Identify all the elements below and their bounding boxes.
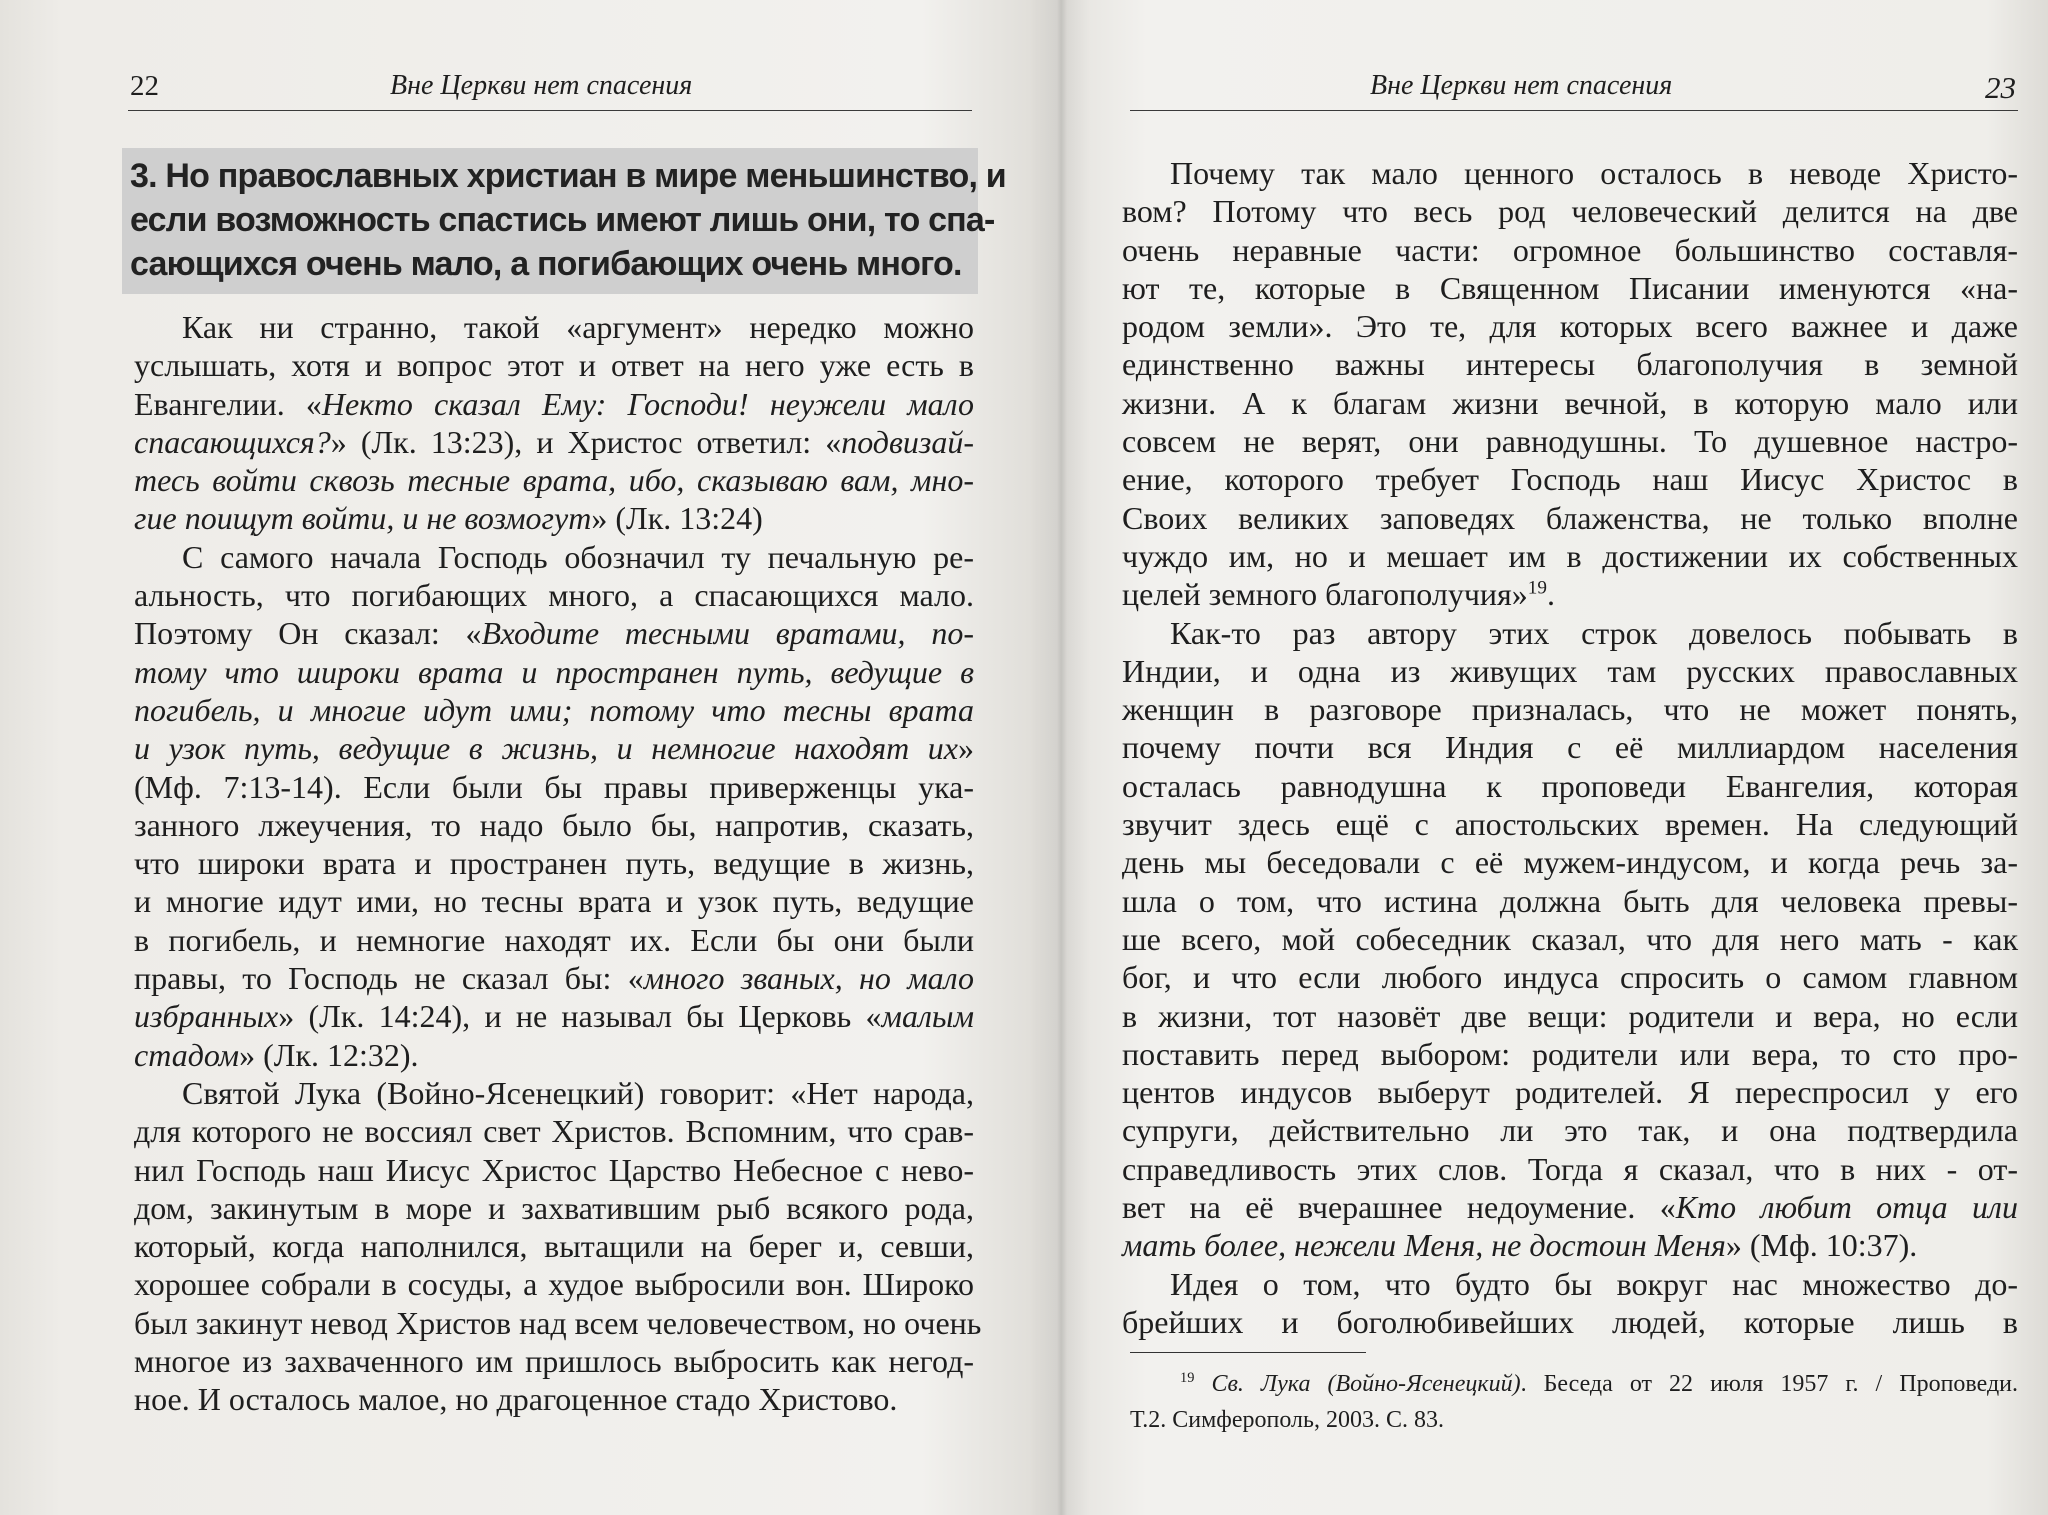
text-line: многое из захваченного им пришлось выбросить как негод- xyxy=(134,1343,974,1380)
text-line: супруги, действительно ли это так, и она подтвердила xyxy=(1122,1112,2018,1149)
footnote-number: 19 xyxy=(1180,1370,1195,1386)
text-line: родом земли». Это те, для которых всего важнее и даже xyxy=(1122,308,2018,345)
left-running-title: Вне Церкви нет спасения xyxy=(390,70,693,101)
text-line: спасающихся?» (Лк. 13:23), и Христос ответил: «подвизай- xyxy=(134,423,974,460)
text-line: брейших и боголюбивейших людей, которые лишь в xyxy=(1122,1303,2018,1340)
text-line: центов индусов выберут родителей. Я переспросил у его xyxy=(1122,1074,2018,1111)
text-line: Идея о том, что будто бы вокруг нас множество до- xyxy=(1170,1265,2018,1302)
text-line: Индии, и одна из живущих там русских православных xyxy=(1122,652,2018,689)
text-line: Евангелии. «Некто сказал Ему: Господи! неужели мало xyxy=(134,385,975,422)
heading-line: 3. Но православных христиан в мире меньшинство, и xyxy=(130,157,1006,195)
text-line: ше всего, мой собеседник сказал, что для него мать - как xyxy=(1122,920,2018,957)
text-line: осталась равнодушна к проповеди Евангелия, которая xyxy=(1122,767,2018,804)
text-line: и многие идут ими, но тесны врата и узок путь, ведущие xyxy=(134,883,974,920)
text-line: Как ни странно, такой «аргумент» нередко можно xyxy=(182,309,974,345)
text-line: вом? Потому что весь род человеческий делится на две xyxy=(1122,193,2018,230)
text-line: правы, то Господь не сказал бы: «много званых, но мало xyxy=(134,960,975,997)
text-line: в жизни, тот назовёт две вещи: родители и вера, но если xyxy=(1122,997,2018,1034)
text-line: нил Господь наш Иисус Христос Царство Небесное с нево- xyxy=(134,1151,974,1188)
text-line: тому что широки врата и пространен путь, ведущие в xyxy=(134,653,974,690)
section-heading xyxy=(122,148,1006,294)
text-line: (Мф. 7:13-14). Если были бы правы приверженцы ука- xyxy=(134,768,974,805)
text-line: мать более, нежели Меня, не достоин Меня» (Мф. 10:37). xyxy=(1122,1227,1918,1264)
text-line: единственно важны интересы благополучия в земной xyxy=(1122,346,2018,383)
text-line: хорошее собрали в сосуды, а худое выбросили вон. Широко xyxy=(134,1266,974,1303)
text-line: почему почти вся Индия с её миллиардом населения xyxy=(1122,729,2018,766)
footnote xyxy=(1130,1366,2018,1438)
text-line: в погибель, и немногие находят их. Если бы они были xyxy=(134,921,974,958)
text-line: занного лжеучения, то надо было бы, напротив, сказать, xyxy=(134,806,974,843)
text-line: Святой Лука (Войно-Ясенецкий) говорит: «Нет народа, xyxy=(182,1074,974,1111)
text-line: женщин в разговоре призналась, что не может понять, xyxy=(1122,691,2018,728)
text-line: и узок путь, ведущие в жизнь, и немногие находят их» xyxy=(134,730,974,767)
right-running-header xyxy=(1130,62,2018,111)
text-line: С самого начала Господь обозначил ту печальную ре- xyxy=(182,538,974,575)
text-line: стадом» (Лк. 12:32). xyxy=(134,1036,419,1073)
heading-line: если возможность спастись имеют лишь они, то спа- xyxy=(130,201,995,239)
text-line: день мы беседовали с её мужем-индусом, и когда речь за- xyxy=(1122,844,2018,881)
text-line: что широки врата и пространен путь, ведущие в жизнь, xyxy=(134,845,974,882)
text-line: совсем не верят, они равнодушны. То душевное настро- xyxy=(1122,423,2018,460)
text-line: услышать, хотя и вопрос этот и ответ на него уже есть в xyxy=(134,347,974,384)
left-body-text xyxy=(134,308,982,1419)
text-line: избранных» (Лк. 14:24), и не называл бы Церковь «малым xyxy=(134,998,974,1035)
text-line: очень неравные части: огромное большинство составля- xyxy=(1122,231,2018,268)
text-line: дом, закинутым в море и захватившим рыб всякого рода, xyxy=(134,1189,974,1226)
text-line: ют те, которые в Священном Писании именуются «на- xyxy=(1122,269,2018,306)
right-body-text xyxy=(1122,154,2018,1341)
footnote-divider xyxy=(1130,1352,1366,1353)
text-line: гие поищут войти, и не возмогут» (Лк. 13:24) xyxy=(134,500,763,537)
text-line: звучит здесь ещё с апостольских времен. На следующий xyxy=(1122,806,2018,843)
right-page xyxy=(1050,0,2048,1515)
text-line: Почему так мало ценного осталось в неводе Христо- xyxy=(1170,155,2018,191)
text-line: тесь войти сквозь тесные врата, ибо, сказываю вам, мно- xyxy=(134,462,974,499)
text-line: целей земного благополучия»$^{19}$. xyxy=(1122,576,1555,613)
text-line: Поэтому Он сказал: «Входите тесными вратами, по- xyxy=(134,615,975,652)
text-line: вет на её вчерашнее недоумение. «Кто любит отца или xyxy=(1122,1189,2019,1226)
text-line: Как-то раз автору этих строк довелось побывать в xyxy=(1170,614,2018,651)
text-line: поставить перед выбором: родители или вера, то сто про- xyxy=(1122,1035,2018,1072)
left-running-header xyxy=(128,62,972,111)
text-line: который, когда наполнился, вытащили на берег и, севши, xyxy=(134,1228,974,1265)
text-line: для которого не воссиял свет Христов. Вспомним, что срав- xyxy=(134,1113,974,1150)
right-page-number: 23 xyxy=(1985,70,2016,105)
text-line: жизни. А к благам жизни вечной, в которую мало или xyxy=(1122,384,2018,421)
text-line: погибель, и многие идут ими; потому что тесны врата xyxy=(134,691,974,728)
heading-line: сающихся очень мало, а погибающих очень много. xyxy=(130,245,962,283)
text-line: альность, что погибающих много, а спасающихся мало. xyxy=(134,577,974,614)
left-page-number: 22 xyxy=(130,70,159,102)
text-line: Своих великих заповедях блаженства, не только вполне xyxy=(1122,499,2018,536)
footnote-line: Т.2. Симферополь, 2003. С. 83. xyxy=(1130,1407,1444,1433)
text-line: был закинут невод Христов над всем человечеством, но очень xyxy=(134,1304,982,1341)
text-line: бог, и что если любого индуса спросить о самом главном xyxy=(1122,959,2018,996)
text-line: чуждо им, но и мешает им в достижении их собственных xyxy=(1122,537,2018,574)
footnote-line: $^{19}$ Св. Лука (Войно-Ясенецкий). Беседа от 22 июля 1957 г. / Проповеди. xyxy=(1180,1370,2018,1397)
text-line: ное. И осталось малое, но драгоценное стадо Христово. xyxy=(134,1381,898,1418)
text-line: справедливость этих слов. Тогда я сказал, что в них - от- xyxy=(1122,1150,2018,1187)
footnote-ref: 19 xyxy=(1527,577,1547,599)
text-line: ение, которого требует Господь наш Иисус Христос в xyxy=(1122,461,2018,498)
text-line: шла о том, что истина должна быть для человека превы- xyxy=(1122,882,2018,919)
right-running-title: Вне Церкви нет спасения xyxy=(1370,70,1673,101)
